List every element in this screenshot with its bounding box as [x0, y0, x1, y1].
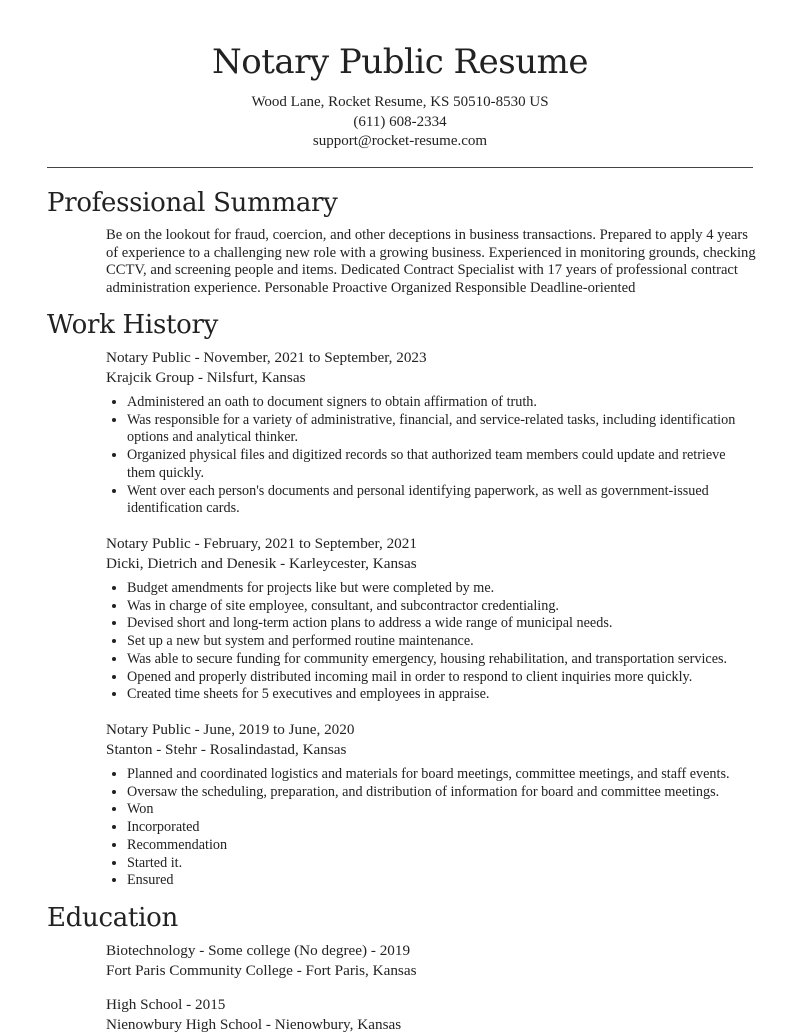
- job-bullets: [106, 766, 756, 890]
- job-bullet: • Created time sheets for 5 executives and employees in appraise.: [127, 686, 756, 704]
- education-heading: Education: [47, 903, 178, 933]
- education-school-line: Fort Paris Community College - Fort Paris, Kansas: [106, 962, 417, 979]
- education-school-line: Nienowbury High School - Nienowbury, Kansas: [106, 1016, 402, 1033]
- job-bullets: [106, 580, 756, 704]
- job-bullets: [106, 394, 756, 518]
- job-title-line: Notary Public - June, 2019 to June, 2020: [106, 721, 355, 738]
- education-entry: [106, 995, 756, 1035]
- job-bullet: • Opened and properly distributed incoming mail in order to respond to client inquiries more quickly.: [127, 669, 756, 687]
- job-bullet: • Budget amendments for projects like but were completed by me.: [127, 580, 756, 598]
- summary-heading: Professional Summary: [47, 188, 338, 218]
- job-entry: [106, 534, 756, 704]
- contact-address: Wood Lane, Rocket Resume, KS 50510-8530 US: [251, 94, 549, 110]
- job-bullet: • Organized physical files and digitized records so that authorized team members could update and retrieve them quickly.: [127, 447, 756, 482]
- contact-phone: (611) 608-2334: [353, 114, 447, 130]
- job-bullet: • Was in charge of site employee, consultant, and subcontractor credentialing.: [127, 598, 756, 616]
- job-company-line: Stanton - Stehr - Rosalindastad, Kansas: [106, 741, 347, 758]
- education-degree-line: High School - 2015: [106, 996, 226, 1013]
- job-company-line: Krajcik Group - Nilsfurt, Kansas: [106, 369, 306, 386]
- education-degree-line: Biotechnology - Some college (No degree) - 2019: [106, 942, 411, 959]
- job-bullet: • Set up a new but system and performed routine maintenance.: [127, 633, 756, 651]
- header-divider: [47, 167, 753, 168]
- summary-section: [106, 227, 756, 297]
- job-bullet: • Incorporated: [127, 819, 756, 837]
- job-bullet: • Won: [127, 801, 756, 819]
- job-title-line: Notary Public - November, 2021 to September, 2023: [106, 349, 427, 366]
- work-history-heading: Work History: [47, 310, 219, 340]
- job-title-line: Notary Public - February, 2021 to September, 2021: [106, 535, 417, 552]
- job-entry: [106, 720, 756, 890]
- job-entry: [106, 348, 756, 518]
- job-bullet: • Was able to secure funding for community emergency, housing rehabilitation, and transportation services.: [127, 651, 756, 669]
- job-bullet: • Administered an oath to document signers to obtain affirmation of truth.: [127, 394, 756, 412]
- job-bullet: • Went over each person's documents and personal identifying paperwork, as well as government-issued identification cards.: [127, 483, 756, 518]
- resume-title: Notary Public Resume: [212, 42, 588, 82]
- job-bullet: • Recommendation: [127, 837, 756, 855]
- job-bullet: • Ensured: [127, 872, 756, 890]
- summary-text: Be on the lookout for fraud, coercion, and other deceptions in business transactions. Prepared to apply 4 years of experience to a challenging new role with a growing business. Experienced in monitoring grounds, checking CCTV, and screening people and items. Dedicated Contract Specialist with 17 years of professional contract administration experience. Personable Proactive Organized Responsible Deadline-oriented: [106, 227, 756, 296]
- job-bullet: • Devised short and long-term action plans to address a wide range of municipal needs.: [127, 615, 756, 633]
- education-entry: [106, 941, 756, 981]
- job-bullet: • Started it.: [127, 855, 756, 873]
- contact-email: support@rocket-resume.com: [312, 133, 488, 149]
- job-company-line: Dicki, Dietrich and Denesik - Karleycester, Kansas: [106, 555, 417, 572]
- job-bullet: • Oversaw the scheduling, preparation, and distribution of information for board and committee meetings.: [127, 784, 756, 802]
- job-bullet: • Planned and coordinated logistics and materials for board meetings, committee meetings, and staff events.: [127, 766, 756, 784]
- job-bullet: • Was responsible for a variety of administrative, financial, and service-related tasks, including identification options and analytical thinker.: [127, 412, 756, 447]
